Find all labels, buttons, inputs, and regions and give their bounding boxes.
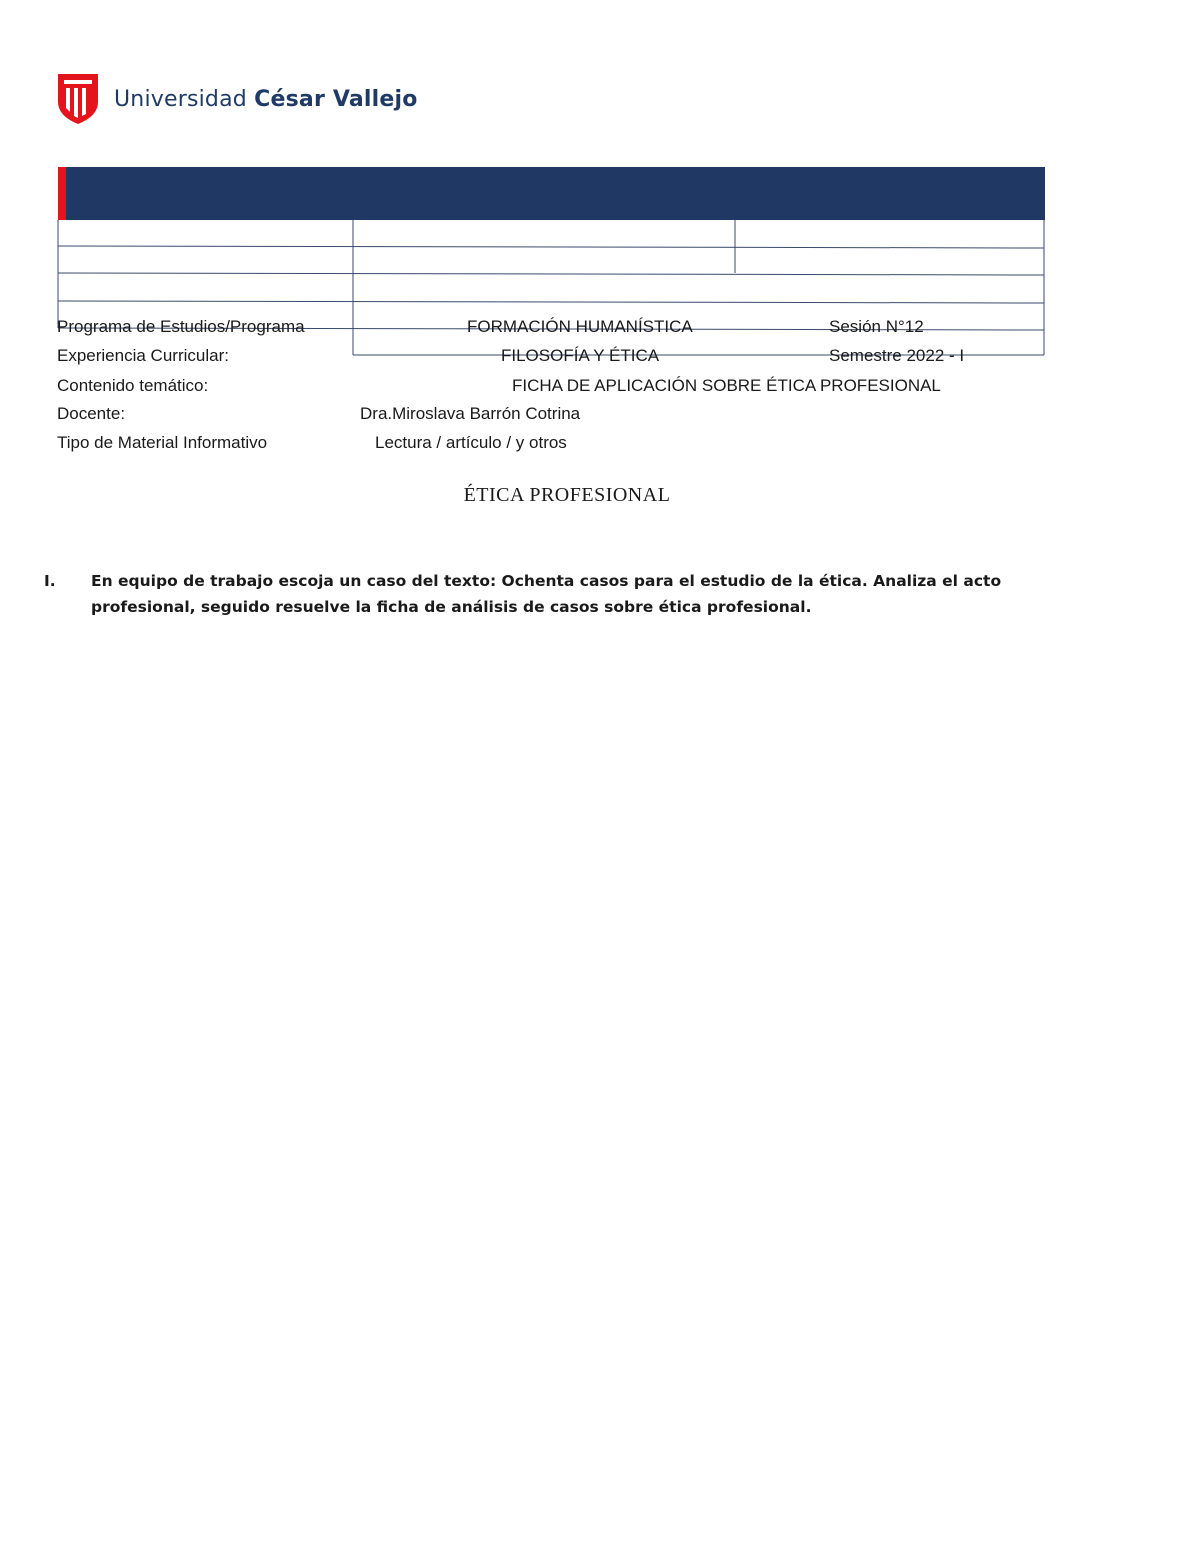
university-name-regular: Universidad bbox=[114, 86, 255, 112]
header-banner bbox=[58, 167, 1045, 220]
topic-label: Contenido temático: bbox=[57, 376, 209, 395]
course-label: Experiencia Curricular: bbox=[57, 346, 229, 365]
university-shield-icon bbox=[56, 72, 100, 126]
teacher-value: Dra.Miroslava Barrón Cotrina bbox=[360, 404, 581, 423]
program-label: Programa de Estudios/Programa bbox=[57, 317, 305, 336]
topic-value: FICHA DE APLICACIÓN SOBRE ÉTICA PROFESIONAL bbox=[512, 376, 941, 395]
material-label: Tipo de Material Informativo bbox=[57, 433, 268, 452]
semester: Semestre 2022 - I bbox=[829, 346, 965, 365]
material-value: Lectura / artículo / y otros bbox=[375, 433, 567, 452]
banner-accent-bar bbox=[58, 167, 66, 220]
university-name-bold: César Vallejo bbox=[254, 86, 418, 112]
instruction-text: En equipo de trabajo escoja un caso del texto: Ochenta casos para el estudio de la ética. Analiza el acto profesional, seguido resuelve la ficha de análisis de casos sobre ética profesional. bbox=[91, 572, 1002, 616]
teacher-label: Docente: bbox=[57, 404, 126, 423]
document-title: ÉTICA PROFESIONAL bbox=[463, 484, 671, 506]
instruction-number: I. bbox=[44, 572, 56, 590]
session-number: Sesión N°12 bbox=[829, 317, 924, 336]
instruction-item bbox=[44, 568, 1094, 620]
course-value: FILOSOFÍA Y ÉTICA bbox=[501, 346, 660, 365]
program-value: FORMACIÓN HUMANÍSTICA bbox=[467, 317, 693, 336]
university-name bbox=[114, 87, 418, 112]
university-logo bbox=[56, 72, 418, 126]
